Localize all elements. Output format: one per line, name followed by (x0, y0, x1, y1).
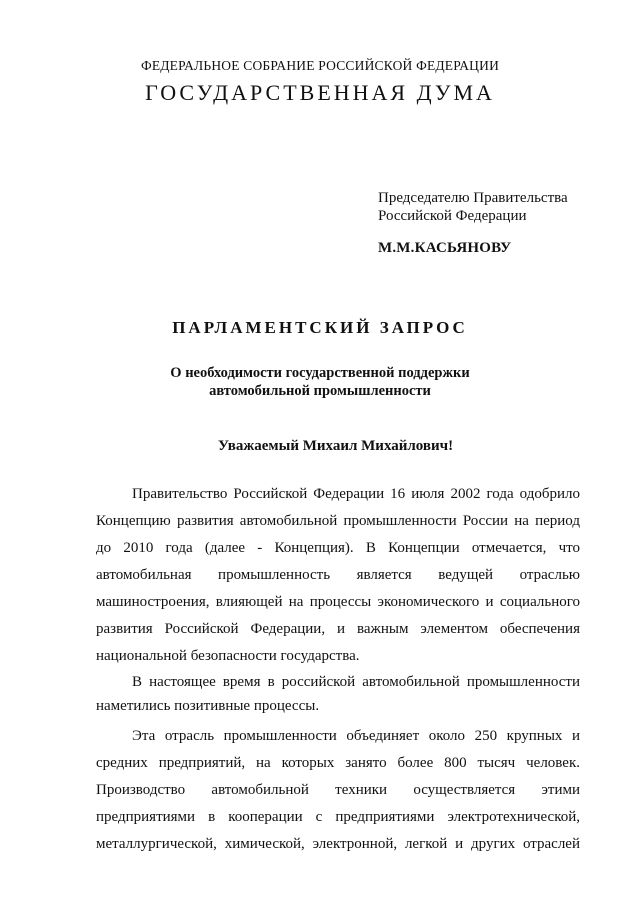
body-line-4: автомобильная промышленность является ведущей отраслью (96, 567, 580, 583)
body-line-2: Концепцию развития автомобильной промышленности России на период (96, 513, 580, 529)
subject-line-2: автомобильной промышленности (209, 383, 431, 399)
greeting: Уважаемый Михаил Михайлович! (218, 438, 454, 454)
chamber-header: ГОСУДАРСТВЕННАЯ ДУМА (145, 80, 495, 105)
body-line-11: средних предприятий, на которых занято более 800 тысяч человек. (96, 755, 580, 771)
subject-line-1: О необходимости государственной поддержки (170, 365, 470, 381)
body-line-13: предприятиями в кооперации с предприятиями электротехнической, (96, 809, 580, 825)
addressee-line-1: Председателю Правительства (378, 190, 568, 206)
body-line-3: до 2010 года (далее - Концепция). В Концепции отмечается, что (96, 540, 580, 556)
body-line-14: металлургической, химической, электронной, легкой и других отраслей (96, 836, 580, 852)
body-line-8: В настоящее время в российской автомобильной промышленности (132, 674, 580, 690)
organization-header: ФЕДЕРАЛЬНОЕ СОБРАНИЕ РОССИЙСКОЙ ФЕДЕРАЦИИ (140, 58, 500, 73)
body-line-12: Производство автомобильной техники осуществляется этими (96, 782, 580, 798)
body-line-6: развития Российской Федерации, и важным элементом обеспечения (96, 621, 580, 637)
body-line-7: национальной безопасности государства. (96, 648, 360, 664)
document-title: ПАРЛАМЕНТСКИЙ ЗАПРОС (172, 318, 468, 337)
body-line-5: машиностроения, влияющей на процессы экономического и социального (96, 594, 580, 610)
addressee-name: М.М.КАСЬЯНОВУ (378, 240, 512, 256)
addressee-line-2: Российской Федерации (378, 208, 527, 224)
body-line-10: Эта отрасль промышленности объединяет около 250 крупных и (132, 728, 580, 744)
body-line-9: наметились позитивные процессы. (96, 698, 320, 714)
body-line-1: Правительство Российской Федерации 16 июля 2002 года одобрило (132, 486, 580, 502)
